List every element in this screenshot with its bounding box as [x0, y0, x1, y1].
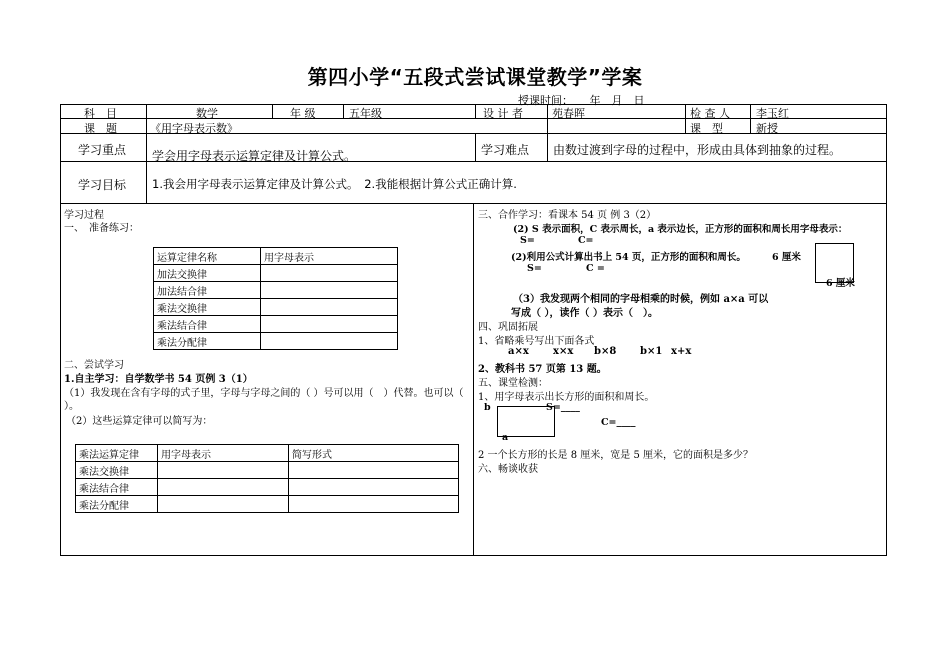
table-cell: 乘法结合律	[154, 316, 261, 333]
test-perimeter-answer[interactable]: C=____	[601, 417, 636, 428]
table-header: 运算定律名称	[154, 248, 261, 265]
table-cell: 乘法交换律	[154, 299, 261, 316]
coop-title: 三、合作学习：看课本 54 页 例 3（2）	[478, 210, 657, 221]
prep-title: 一、 准备练习：	[64, 223, 139, 234]
table-row	[76, 479, 459, 496]
col-divider	[272, 104, 273, 118]
designer-label: 设 计 者	[483, 107, 523, 120]
rect-length-label: a	[502, 432, 509, 443]
table-cell: 加法交换律	[154, 265, 261, 282]
question-2: （2）这些运算定律可以简写为：	[66, 416, 213, 427]
col-divider	[475, 133, 476, 161]
question-1a: （1）我发现在含有字母的式子里，字母与字母之间的（ ）号可以用（ ）代替。也可以（	[64, 388, 464, 399]
expression: x+x	[671, 346, 692, 357]
type-value: 新授	[756, 122, 778, 135]
expression: b×1	[640, 346, 663, 357]
table-header: 简写形式	[289, 445, 459, 462]
test-q1: 1、用字母表示出长方形的面积和周长。	[478, 392, 655, 403]
answer-cell[interactable]	[158, 496, 289, 513]
difficulty-label: 学习难点	[481, 143, 530, 157]
consolidate-q1: 1、省略乘号写出下面各式	[478, 336, 595, 347]
table-cell: 乘法分配律	[76, 496, 158, 513]
table-cell: 加法结合律	[154, 282, 261, 299]
col-divider	[750, 104, 751, 133]
topic-label: 课 题	[84, 122, 117, 135]
try-title: 二、尝试学习	[64, 360, 124, 371]
table-cell: 乘法分配律	[154, 333, 261, 350]
goals-label: 学习目标	[78, 178, 127, 192]
checker-label: 检 查 人	[690, 107, 730, 120]
focus-text: 学会用字母表示运算定律及计算公式。	[152, 149, 357, 163]
consolidate-q2: 2、教科书 57 页第 13 题。	[478, 364, 607, 375]
answer-cell[interactable]	[261, 265, 398, 282]
page-title: 第四小学“五段式尝试课堂教学”学案	[307, 65, 643, 89]
answer-cell[interactable]	[289, 479, 459, 496]
answer-cell[interactable]	[261, 299, 398, 316]
coop-q2-cm: 6 厘米	[772, 252, 801, 263]
table-row	[76, 496, 459, 513]
col-divider	[685, 104, 686, 133]
table-header: 用字母表示	[261, 248, 398, 265]
table-cell: 乘法结合律	[76, 479, 158, 496]
col-divider	[473, 203, 474, 556]
coop-q2: (2)利用公式计算出书上 54 页，正方形的面积和周长。	[511, 252, 746, 263]
col-divider	[547, 104, 548, 161]
table-row	[154, 333, 398, 350]
focus-label: 学习重点	[78, 143, 127, 157]
test-title: 五、课堂检测：	[478, 378, 548, 389]
table-cell: 乘法交换律	[76, 462, 158, 479]
test-area-answer[interactable]: S=____	[546, 402, 580, 413]
multiplication-law-table	[75, 444, 459, 513]
col-divider	[475, 104, 476, 118]
checker-value: 李玉红	[756, 107, 789, 120]
table-header: 用字母表示	[158, 445, 289, 462]
table-row	[154, 316, 398, 333]
coop-q1-s: S=	[520, 235, 535, 246]
answer-cell[interactable]	[261, 316, 398, 333]
goals-text: 1.我会用字母表示运算定律及计算公式。 2.我能根据计算公式正确计算.	[152, 177, 517, 191]
self-study: 1.自主学习：自学数学书 54 页例 3（1）	[64, 374, 253, 385]
table-header: 乘法运算定律	[76, 445, 158, 462]
law-table	[153, 247, 398, 350]
coop-q2-c: C =	[586, 263, 605, 274]
answer-cell[interactable]	[261, 282, 398, 299]
grade-value: 五年级	[349, 107, 382, 120]
answer-cell[interactable]	[158, 462, 289, 479]
expression: a×x	[508, 346, 529, 357]
table-row	[154, 299, 398, 316]
square-side-label: 6 厘米	[826, 278, 855, 289]
subject-label: 科 目	[84, 107, 117, 120]
topic-value: 《用字母表示数》	[150, 122, 238, 135]
coop-q3a: （3）我发现两个相同的字母相乘的时候，例如 a×a 可以	[513, 294, 769, 305]
coop-q2-s: S=	[527, 263, 542, 274]
talk-title: 六、畅谈收获	[478, 464, 538, 475]
grade-label: 年 级	[290, 107, 316, 120]
answer-cell[interactable]	[158, 479, 289, 496]
process-title: 学习过程	[64, 210, 104, 221]
rect-width-label: b	[484, 402, 491, 413]
date-line: 授课时间： 年 月 日	[518, 94, 645, 107]
col-divider	[343, 104, 344, 118]
designer-value: 苑春晖	[552, 107, 585, 120]
table-row	[154, 265, 398, 282]
coop-q1-c: C=	[578, 235, 594, 246]
table-row	[76, 462, 459, 479]
consolidate-title: 四、巩固拓展	[478, 322, 538, 333]
test-q2: 2 一个长方形的长是 8 厘米，宽是 5 厘米，它的面积是多少？	[478, 450, 753, 461]
table-row	[154, 282, 398, 299]
subject-value: 数学	[196, 107, 218, 120]
answer-cell[interactable]	[289, 462, 459, 479]
question-1b: ）。	[64, 401, 79, 412]
expression: x×x	[553, 346, 574, 357]
col-divider	[146, 104, 147, 203]
type-label: 课 型	[690, 122, 723, 135]
answer-cell[interactable]	[261, 333, 398, 350]
difficulty-text: 由数过渡到字母的过程中，形成由具体到抽象的过程。	[553, 143, 842, 157]
coop-q3b: 写成（ ），读作（ ）表示（ ）。	[511, 308, 658, 319]
expression: b×8	[594, 346, 617, 357]
answer-cell[interactable]	[289, 496, 459, 513]
coop-q1: (2) S 表示面积，C 表示周长，a 表示边长，正方形的面积和周长用字母表示：	[513, 224, 848, 235]
